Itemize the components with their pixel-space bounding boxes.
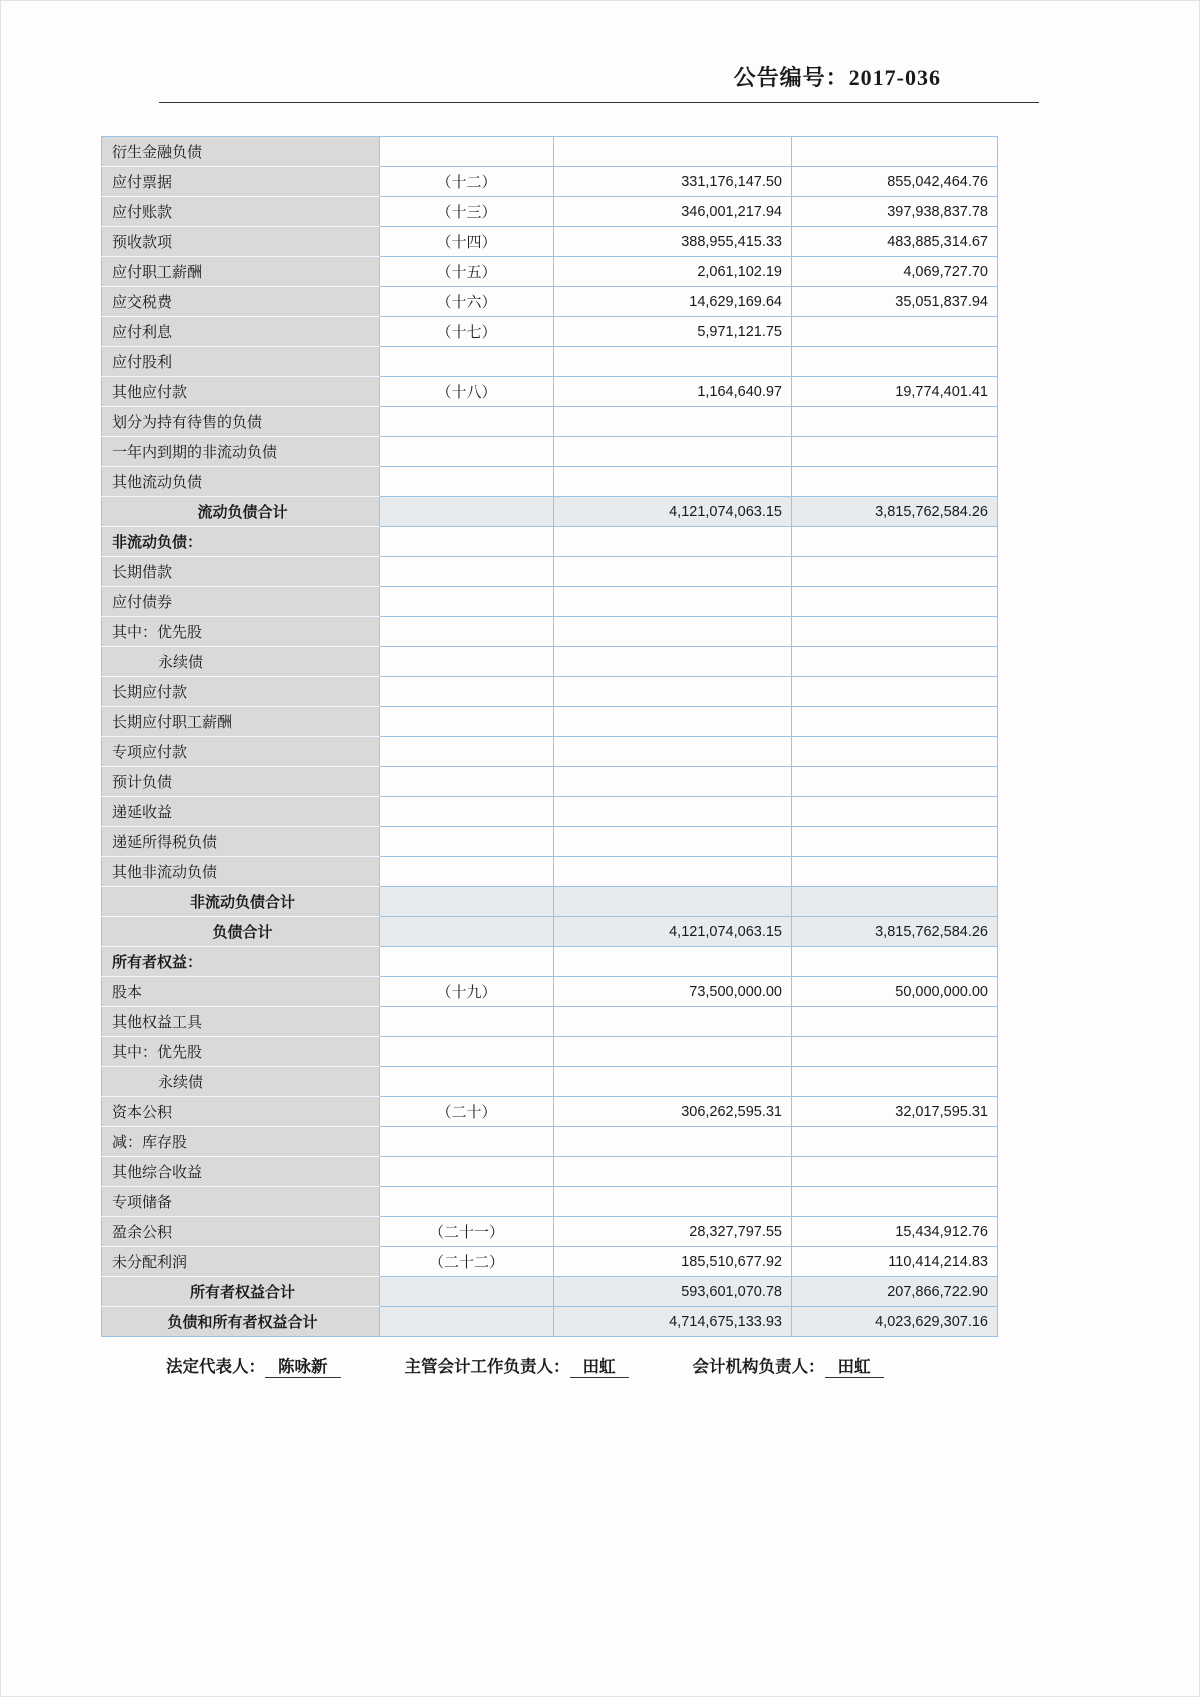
row-label: 划分为持有待售的负债 xyxy=(102,407,380,437)
row-amount-prior: 3,815,762,584.26 xyxy=(792,917,998,947)
row-label: 递延收益 xyxy=(102,797,380,827)
row-note xyxy=(380,1277,554,1307)
table-row xyxy=(102,827,998,857)
row-note: （十二） xyxy=(380,167,554,197)
row-amount-prior xyxy=(792,827,998,857)
table-row xyxy=(102,257,998,287)
row-note: （二十二） xyxy=(380,1247,554,1277)
row-note: （十七） xyxy=(380,317,554,347)
row-amount-prior: 483,885,314.67 xyxy=(792,227,998,257)
row-amount-prior xyxy=(792,587,998,617)
row-label: 永续债 xyxy=(102,1067,380,1097)
row-label: 其他流动负债 xyxy=(102,467,380,497)
row-note xyxy=(380,1007,554,1037)
row-label: 未分配利润 xyxy=(102,1247,380,1277)
row-note xyxy=(380,1127,554,1157)
chief-accounting-officer-name: 田虹 xyxy=(570,1353,629,1378)
row-amount-current xyxy=(554,437,792,467)
row-label: 应付职工薪酬 xyxy=(102,257,380,287)
table-row xyxy=(102,1007,998,1037)
row-amount-current xyxy=(554,797,792,827)
row-amount-current xyxy=(554,527,792,557)
table-row xyxy=(102,1277,998,1307)
row-note xyxy=(380,677,554,707)
row-note xyxy=(380,557,554,587)
row-note xyxy=(380,707,554,737)
row-amount-prior xyxy=(792,347,998,377)
row-label: 预计负债 xyxy=(102,767,380,797)
table-row xyxy=(102,857,998,887)
chief-accounting-officer xyxy=(405,1353,629,1378)
row-label: 应付利息 xyxy=(102,317,380,347)
table-row xyxy=(102,1307,998,1337)
table-row xyxy=(102,1037,998,1067)
row-note xyxy=(380,827,554,857)
row-note xyxy=(380,347,554,377)
table-row xyxy=(102,1127,998,1157)
row-amount-current: 4,121,074,063.15 xyxy=(554,497,792,527)
row-label: 股本 xyxy=(102,977,380,1007)
table-row xyxy=(102,647,998,677)
row-note xyxy=(380,407,554,437)
legal-representative-label: 法定代表人： xyxy=(166,1357,265,1376)
row-amount-current xyxy=(554,1037,792,1067)
row-note xyxy=(380,947,554,977)
row-amount-prior xyxy=(792,947,998,977)
row-amount-prior: 3,815,762,584.26 xyxy=(792,497,998,527)
header-rule xyxy=(159,102,1039,103)
row-label: 专项应付款 xyxy=(102,737,380,767)
table-row xyxy=(102,317,998,347)
row-note xyxy=(380,1157,554,1187)
table-row xyxy=(102,467,998,497)
row-label: 非流动负债合计 xyxy=(102,887,380,917)
row-amount-current: 346,001,217.94 xyxy=(554,197,792,227)
row-label: 专项储备 xyxy=(102,1187,380,1217)
table-row xyxy=(102,347,998,377)
row-amount-current: 14,629,169.64 xyxy=(554,287,792,317)
row-amount-prior xyxy=(792,1187,998,1217)
row-label: 流动负债合计 xyxy=(102,497,380,527)
row-amount-prior xyxy=(792,887,998,917)
row-amount-prior: 50,000,000.00 xyxy=(792,977,998,1007)
row-label: 长期应付款 xyxy=(102,677,380,707)
row-amount-prior xyxy=(792,857,998,887)
row-note: （十三） xyxy=(380,197,554,227)
table-row xyxy=(102,1067,998,1097)
accounting-department-head-label: 会计机构负责人： xyxy=(692,1357,825,1376)
table-row xyxy=(102,947,998,977)
row-note xyxy=(380,1037,554,1067)
row-note xyxy=(380,857,554,887)
table-row xyxy=(102,887,998,917)
row-amount-current xyxy=(554,947,792,977)
row-amount-prior xyxy=(792,557,998,587)
row-label: 其他非流动负债 xyxy=(102,857,380,887)
row-amount-current xyxy=(554,407,792,437)
row-amount-prior xyxy=(792,437,998,467)
row-label: 所有者权益合计 xyxy=(102,1277,380,1307)
row-amount-current: 4,714,675,133.93 xyxy=(554,1307,792,1337)
row-amount-prior: 110,414,214.83 xyxy=(792,1247,998,1277)
row-amount-prior xyxy=(792,737,998,767)
table-row xyxy=(102,407,998,437)
row-amount-current xyxy=(554,857,792,887)
table-row xyxy=(102,437,998,467)
row-amount-prior xyxy=(792,317,998,347)
row-note xyxy=(380,917,554,947)
row-note xyxy=(380,137,554,167)
chief-accounting-officer-label: 主管会计工作负责人： xyxy=(404,1357,570,1376)
row-amount-current xyxy=(554,557,792,587)
signature-row xyxy=(166,1353,884,1378)
table-row xyxy=(102,617,998,647)
row-amount-current: 5,971,121.75 xyxy=(554,317,792,347)
row-amount-current xyxy=(554,1007,792,1037)
accounting-department-head-name: 田虹 xyxy=(825,1353,884,1378)
row-note xyxy=(380,737,554,767)
row-label: 其他综合收益 xyxy=(102,1157,380,1187)
table-row xyxy=(102,677,998,707)
row-note: （二十） xyxy=(380,1097,554,1127)
row-amount-current xyxy=(554,1187,792,1217)
row-note xyxy=(380,617,554,647)
row-label: 应付股利 xyxy=(102,347,380,377)
balance-sheet-table xyxy=(101,136,998,1337)
row-note: （十五） xyxy=(380,257,554,287)
row-amount-current: 73,500,000.00 xyxy=(554,977,792,1007)
accounting-department-head xyxy=(693,1353,884,1378)
row-label: 应付债券 xyxy=(102,587,380,617)
row-amount-prior xyxy=(792,617,998,647)
row-note xyxy=(380,1067,554,1097)
row-label: 永续债 xyxy=(102,647,380,677)
table-row xyxy=(102,377,998,407)
row-amount-current: 4,121,074,063.15 xyxy=(554,917,792,947)
row-label: 所有者权益： xyxy=(102,947,380,977)
row-amount-current xyxy=(554,677,792,707)
row-amount-prior xyxy=(792,767,998,797)
row-amount-current: 593,601,070.78 xyxy=(554,1277,792,1307)
table-row xyxy=(102,1097,998,1127)
row-label: 其他应付款 xyxy=(102,377,380,407)
row-label: 资本公积 xyxy=(102,1097,380,1127)
row-label: 预收款项 xyxy=(102,227,380,257)
row-label: 盈余公积 xyxy=(102,1217,380,1247)
row-amount-prior: 855,042,464.76 xyxy=(792,167,998,197)
row-amount-prior: 32,017,595.31 xyxy=(792,1097,998,1127)
row-label: 一年内到期的非流动负债 xyxy=(102,437,380,467)
row-amount-prior xyxy=(792,797,998,827)
table-row xyxy=(102,557,998,587)
table-row xyxy=(102,707,998,737)
row-amount-current xyxy=(554,647,792,677)
row-amount-current xyxy=(554,347,792,377)
table-row xyxy=(102,1157,998,1187)
legal-representative-name: 陈咏新 xyxy=(265,1353,341,1378)
row-amount-prior xyxy=(792,527,998,557)
table-row xyxy=(102,197,998,227)
table-row xyxy=(102,917,998,947)
row-amount-prior xyxy=(792,647,998,677)
row-note: （十八） xyxy=(380,377,554,407)
row-note: （十六） xyxy=(380,287,554,317)
row-note xyxy=(380,767,554,797)
row-amount-prior xyxy=(792,407,998,437)
row-label: 应交税费 xyxy=(102,287,380,317)
row-label: 非流动负债： xyxy=(102,527,380,557)
row-amount-current xyxy=(554,587,792,617)
row-label: 减：库存股 xyxy=(102,1127,380,1157)
row-amount-current: 331,176,147.50 xyxy=(554,167,792,197)
announcement-number: 公告编号：2017-036 xyxy=(733,65,941,90)
row-label: 长期应付职工薪酬 xyxy=(102,707,380,737)
row-amount-current: 2,061,102.19 xyxy=(554,257,792,287)
row-amount-prior: 15,434,912.76 xyxy=(792,1217,998,1247)
row-label: 负债和所有者权益合计 xyxy=(102,1307,380,1337)
row-amount-current: 28,327,797.55 xyxy=(554,1217,792,1247)
table-row xyxy=(102,977,998,1007)
row-amount-current: 388,955,415.33 xyxy=(554,227,792,257)
row-label: 其中：优先股 xyxy=(102,617,380,647)
row-amount-current xyxy=(554,887,792,917)
table-row xyxy=(102,737,998,767)
row-amount-prior: 19,774,401.41 xyxy=(792,377,998,407)
row-note: （十九） xyxy=(380,977,554,1007)
row-label: 应付账款 xyxy=(102,197,380,227)
row-label: 其他权益工具 xyxy=(102,1007,380,1037)
row-amount-current xyxy=(554,1067,792,1097)
row-note xyxy=(380,587,554,617)
row-note xyxy=(380,497,554,527)
row-note xyxy=(380,527,554,557)
row-label: 衍生金融负债 xyxy=(102,137,380,167)
row-note xyxy=(380,1307,554,1337)
row-amount-current xyxy=(554,767,792,797)
row-amount-current xyxy=(554,467,792,497)
row-amount-prior xyxy=(792,1067,998,1097)
row-amount-current xyxy=(554,617,792,647)
row-amount-prior xyxy=(792,1007,998,1037)
row-amount-prior xyxy=(792,1037,998,1067)
table-row xyxy=(102,1187,998,1217)
row-label: 应付票据 xyxy=(102,167,380,197)
table-row xyxy=(102,497,998,527)
legal-representative xyxy=(166,1353,341,1378)
row-label: 其中：优先股 xyxy=(102,1037,380,1067)
row-amount-prior: 4,069,727.70 xyxy=(792,257,998,287)
row-amount-current xyxy=(554,137,792,167)
row-amount-prior xyxy=(792,1157,998,1187)
row-amount-current xyxy=(554,1127,792,1157)
row-amount-prior: 207,866,722.90 xyxy=(792,1277,998,1307)
row-note xyxy=(380,887,554,917)
row-note: （十四） xyxy=(380,227,554,257)
table-row xyxy=(102,287,998,317)
table-row xyxy=(102,1217,998,1247)
row-note xyxy=(380,647,554,677)
row-amount-prior: 397,938,837.78 xyxy=(792,197,998,227)
row-amount-current xyxy=(554,737,792,767)
row-amount-current: 1,164,640.97 xyxy=(554,377,792,407)
table-row xyxy=(102,767,998,797)
row-amount-prior xyxy=(792,467,998,497)
row-label: 长期借款 xyxy=(102,557,380,587)
table-row xyxy=(102,587,998,617)
table-row xyxy=(102,797,998,827)
row-amount-current xyxy=(554,1157,792,1187)
row-amount-prior xyxy=(792,137,998,167)
row-note: （二十一） xyxy=(380,1217,554,1247)
row-amount-current: 306,262,595.31 xyxy=(554,1097,792,1127)
row-amount-current: 185,510,677.92 xyxy=(554,1247,792,1277)
row-amount-prior: 35,051,837.94 xyxy=(792,287,998,317)
table-row xyxy=(102,1247,998,1277)
table-row xyxy=(102,167,998,197)
row-label: 负债合计 xyxy=(102,917,380,947)
row-note xyxy=(380,1187,554,1217)
row-amount-prior xyxy=(792,1127,998,1157)
row-amount-current xyxy=(554,707,792,737)
row-amount-current xyxy=(554,827,792,857)
row-note xyxy=(380,437,554,467)
balance-sheet-body xyxy=(102,137,998,1337)
row-amount-prior xyxy=(792,677,998,707)
row-note xyxy=(380,467,554,497)
table-row xyxy=(102,137,998,167)
row-label: 递延所得税负债 xyxy=(102,827,380,857)
row-note xyxy=(380,797,554,827)
table-row xyxy=(102,227,998,257)
table-row xyxy=(102,527,998,557)
row-amount-prior: 4,023,629,307.16 xyxy=(792,1307,998,1337)
row-amount-prior xyxy=(792,707,998,737)
